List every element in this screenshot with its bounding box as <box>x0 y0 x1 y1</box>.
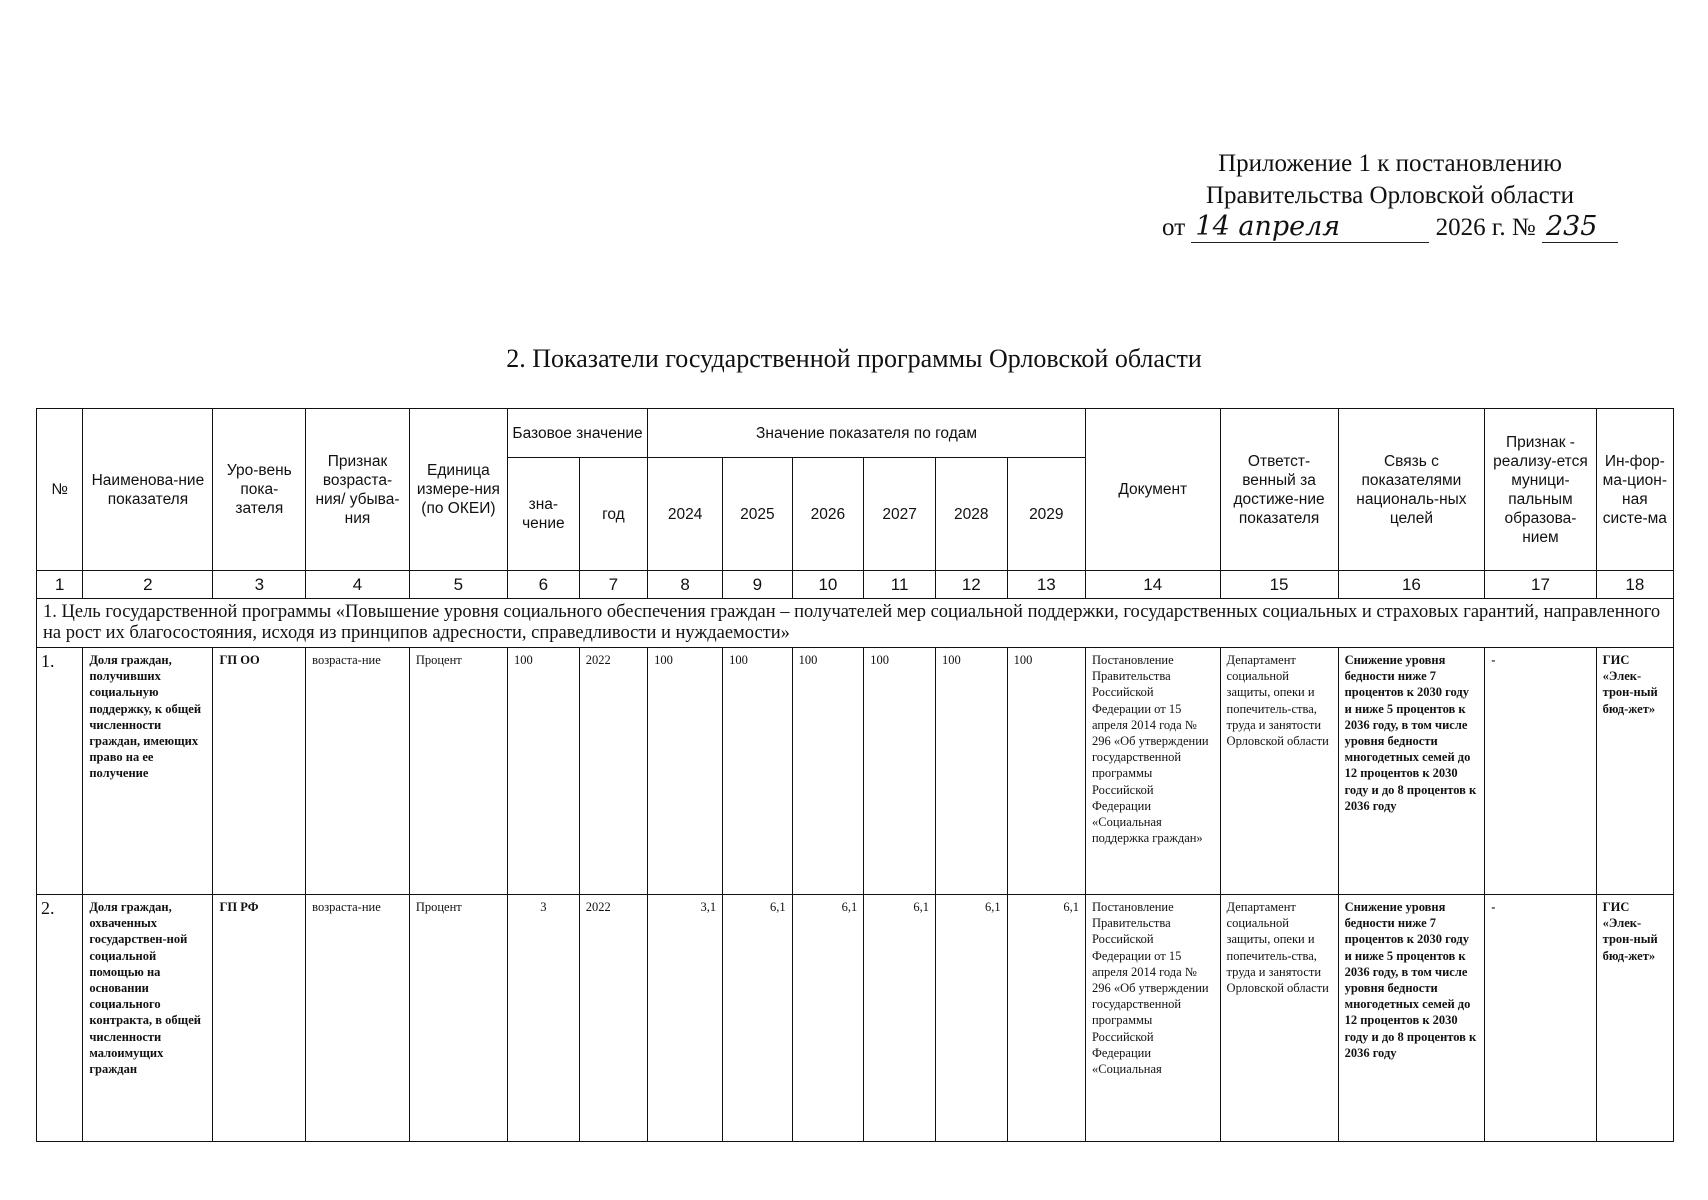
indicators-table <box>36 408 1674 1142</box>
header-infosys: Ин-фор-ма-цион-ная систе-ма <box>1596 409 1673 571</box>
column-number: 10 <box>792 571 864 599</box>
year-value: 100 <box>1007 648 1085 895</box>
header-name: Наименова-ние показателя <box>83 409 213 571</box>
column-number: 4 <box>306 571 410 599</box>
base-year: 2022 <box>579 648 647 895</box>
header-base-year: год <box>579 458 647 571</box>
header-level: Уро-вень пока-зателя <box>213 409 306 571</box>
year-value: 6,1 <box>1007 895 1085 1142</box>
column-number: 5 <box>409 571 507 599</box>
header-trend: Признак возраста-ния/ убыва-ния <box>306 409 410 571</box>
year-value: 100 <box>723 648 792 895</box>
column-number: 2 <box>83 571 213 599</box>
column-number: 11 <box>864 571 936 599</box>
appendix-date-line <box>1140 212 1640 244</box>
table-row <box>37 648 1674 895</box>
year-text: 2026 г. № <box>1435 214 1536 241</box>
column-number: 18 <box>1596 571 1673 599</box>
column-number: 17 <box>1485 571 1596 599</box>
year-value: 100 <box>792 648 864 895</box>
document-reference: Постановление Правительства Российской Федерации от 15 апреля 2014 года № 296 «Об утверждении государственной программы Российской Федерации «Социальная поддержка граждан» <box>1085 648 1220 895</box>
appendix-line-1: Приложение 1 к постановлению <box>1218 150 1562 177</box>
header-base-value: зна-чение <box>508 458 580 571</box>
header-document: Документ <box>1085 409 1220 571</box>
column-number: 14 <box>1085 571 1220 599</box>
indicator-level: ГП РФ <box>213 895 306 1142</box>
column-number: 7 <box>579 571 647 599</box>
page-title: 2. Показатели государственной программы Орловской области <box>506 344 1202 373</box>
header-responsible: Ответст-венный за достиже-ние показателя <box>1220 409 1338 571</box>
year-value: 6,1 <box>792 895 864 1142</box>
year-value: 100 <box>935 648 1007 895</box>
column-number: 9 <box>723 571 792 599</box>
program-goal: 1. Цель государственной программы «Повышение уровня социального обеспечения граждан – получателей мер социальной поддержки, государственных социальных и страховых гарантий, направленного на рост их благосостояния, исходя из принципов адресности, справедливости и нуждаемости» <box>37 599 1674 648</box>
indicator-trend: возраста-ние <box>306 648 410 895</box>
year-value: 100 <box>648 648 723 895</box>
column-number: 1 <box>37 571 83 599</box>
year-value: 6,1 <box>864 895 936 1142</box>
goal-row <box>37 599 1674 648</box>
header-link: Связь с показателями националь-ных целей <box>1338 409 1485 571</box>
handwritten-number: 235 <box>1542 212 1618 243</box>
column-number: 8 <box>648 571 723 599</box>
year-value: 100 <box>864 648 936 895</box>
appendix-line-2: Правительства Орловской области <box>1205 182 1575 209</box>
national-goal-link: Снижение уровня бедности ниже 7 процентов к 2030 году и ниже 5 процентов к 2036 году, в том числе уровня бедности многодетных семей до 12 процентов к 2030 году и до 8 процентов к 2036 году <box>1338 895 1485 1142</box>
header-year: 2026 <box>792 458 864 571</box>
column-number: 12 <box>935 571 1007 599</box>
header-municipal: Признак - реализу-ется муници-пальным образова-нием <box>1485 409 1596 571</box>
date-prefix: от <box>1162 214 1186 241</box>
row-number: 2. <box>37 895 83 1142</box>
header-year: 2025 <box>723 458 792 571</box>
base-value: 3 <box>508 895 580 1142</box>
handwritten-date: 14 апреля <box>1191 212 1429 243</box>
header-year: 2028 <box>935 458 1007 571</box>
column-number: 6 <box>508 571 580 599</box>
indicator-unit: Процент <box>409 895 507 1142</box>
column-number: 13 <box>1007 571 1085 599</box>
document-reference: Постановление Правительства Российской Федерации от 15 апреля 2014 года № 296 «Об утверждении государственной программы Российской Федерации «Социальная <box>1085 895 1220 1142</box>
year-value: 6,1 <box>723 895 792 1142</box>
table-row <box>37 895 1674 1142</box>
header-years-group: Значение показателя по годам <box>648 409 1086 458</box>
responsible-body: Департамент социальной защиты, опеки и попечитель-ства, труда и занятости Орловской области <box>1220 895 1338 1142</box>
national-goal-link: Снижение уровня бедности ниже 7 процентов к 2030 году и ниже 5 процентов к 2036 году, в том числе уровня бедности многодетных семей до 12 процентов к 2030 году и до 8 процентов к 2036 году <box>1338 648 1485 895</box>
indicator-name: Доля граждан, охваченных государствен-ной социальной помощью на основании социального контракта, в общей численности малоимущих граждан <box>83 895 213 1142</box>
responsible-body: Департамент социальной защиты, опеки и попечитель-ства, труда и занятости Орловской области <box>1220 648 1338 895</box>
year-value: 3,1 <box>648 895 723 1142</box>
column-numbers-row <box>37 571 1674 599</box>
header-num: № <box>37 409 83 571</box>
header-row-1 <box>37 409 1674 458</box>
column-number: 3 <box>213 571 306 599</box>
appendix-block <box>1140 148 1640 244</box>
year-value: 6,1 <box>935 895 1007 1142</box>
indicator-unit: Процент <box>409 648 507 895</box>
information-system: ГИС «Элек-трон-ный бюд-жет» <box>1596 895 1673 1142</box>
header-year: 2029 <box>1007 458 1085 571</box>
base-value: 100 <box>508 648 580 895</box>
header-unit: Единица измере-ния (по ОКЕИ) <box>409 409 507 571</box>
indicator-trend: возраста-ние <box>306 895 410 1142</box>
column-number: 15 <box>1220 571 1338 599</box>
indicator-level: ГП ОО <box>213 648 306 895</box>
row-number: 1. <box>37 648 83 895</box>
column-number: 16 <box>1338 571 1485 599</box>
indicator-name: Доля граждан, получивших социальную поддержку, к общей численности граждан, имеющих право на ее получение <box>83 648 213 895</box>
base-year: 2022 <box>579 895 647 1142</box>
information-system: ГИС «Элек-трон-ный бюд-жет» <box>1596 648 1673 895</box>
header-base-group: Базовое значение <box>508 409 648 458</box>
header-year: 2027 <box>864 458 936 571</box>
header-year: 2024 <box>648 458 723 571</box>
municipal-flag: - <box>1485 895 1596 1142</box>
municipal-flag: - <box>1485 648 1596 895</box>
